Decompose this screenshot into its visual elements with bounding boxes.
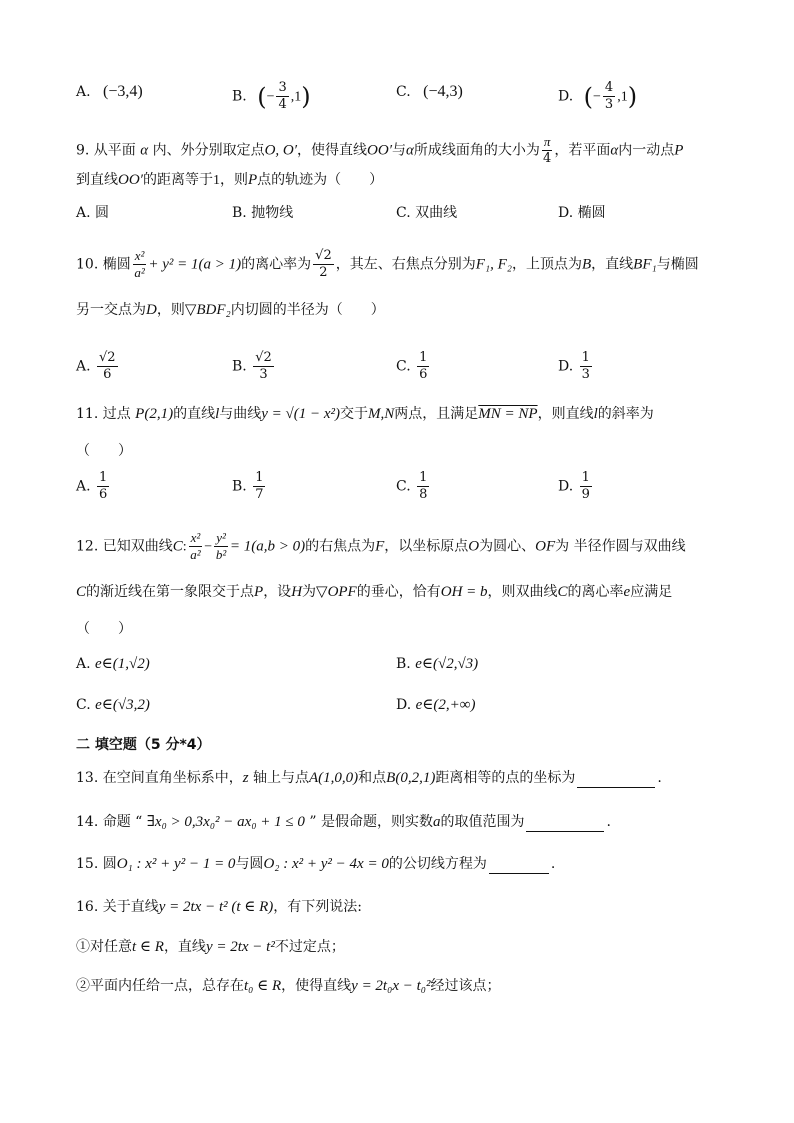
q12-stem-line2 (76, 582, 672, 602)
denominator: 8 (419, 487, 428, 502)
text: 另一交点为 (76, 302, 146, 318)
math-points: O, O′ (264, 142, 298, 159)
minus-sign: − (593, 89, 601, 105)
numerator: x² (134, 248, 145, 263)
math-equation: y = 2tx − t² (t ∈ R) (158, 899, 274, 915)
text: 10. 椭圆 (76, 256, 131, 273)
q9-option-d (558, 203, 606, 223)
q14-stem (76, 812, 611, 832)
option-label: A. (76, 656, 91, 672)
fraction (214, 530, 228, 563)
numerator: 1 (99, 470, 108, 485)
text: 交于 (340, 406, 369, 422)
q10-option-a (76, 350, 120, 383)
math-point: H (291, 584, 303, 600)
denominator: b² (215, 547, 227, 562)
numerator: 1 (255, 470, 264, 485)
fraction (603, 80, 615, 113)
q10-option-b (232, 350, 276, 383)
text: 的斜率为 (597, 406, 654, 422)
math-variable: a (432, 814, 441, 830)
text: ，则 (219, 172, 248, 188)
option-value: e∈(√2,√3) (415, 656, 479, 672)
q15-stem (76, 854, 555, 874)
math-curve-name: C (557, 584, 568, 600)
q10-option-d (558, 350, 594, 383)
math-curve-name: C (76, 584, 87, 600)
text: ①对任意 (76, 939, 132, 955)
text: 与曲线 (219, 406, 262, 422)
math-point: P(2,1) (135, 406, 174, 422)
fraction (580, 350, 592, 383)
math-variable: e (623, 584, 631, 600)
minus-sign: − (266, 89, 275, 105)
option-label: C. (76, 697, 91, 713)
q10-option-c (396, 350, 431, 383)
math-point: F (375, 538, 385, 555)
math-vector-equation: MN = NP (478, 406, 538, 422)
option-label: B. (232, 205, 247, 221)
numerator: √2 (99, 350, 116, 365)
text: 轴上与点 (248, 770, 310, 786)
text: 点的轨迹为（ ） (257, 172, 384, 188)
math-variable: z (242, 770, 249, 786)
numerator: 1 (419, 470, 428, 485)
text: ，直线 (163, 939, 206, 955)
fraction (133, 248, 147, 281)
q12-option-a (76, 654, 150, 674)
text: ，设 (263, 584, 292, 600)
option-label: B. (396, 656, 411, 672)
q16-statement-2 (76, 976, 500, 996)
option-label: D. (396, 697, 412, 713)
denominator: 3 (581, 367, 590, 382)
text: 为 半径作圆与双曲线 (555, 538, 686, 555)
math-point: P (674, 142, 684, 159)
numerator: π (543, 134, 551, 149)
text: 与 (392, 142, 406, 159)
denominator: 6 (99, 487, 108, 502)
text: 13. 在空间直角坐标系中， (76, 770, 243, 786)
q12-option-c (76, 695, 150, 715)
option-label: A. (76, 205, 91, 221)
text: 的渐近线在第一象限交于点 (86, 584, 255, 600)
option-label: D. (558, 358, 574, 375)
text: 所成线面角的大小为 (413, 142, 540, 159)
fraction (313, 248, 334, 281)
text: 的距离等于 (142, 172, 213, 188)
q10-stem-line2 (76, 300, 385, 320)
math-line: BF₁ (633, 256, 657, 273)
math-triangle: ▽OPF (316, 584, 357, 600)
text: . (550, 856, 556, 872)
alpha-symbol: α (610, 142, 619, 159)
q8-option-c (396, 82, 463, 102)
text: 和点 (358, 770, 387, 786)
option-rest: ,1 (290, 89, 302, 105)
text: 14. 命题 “ (76, 814, 147, 830)
q11-option-b (232, 470, 267, 503)
right-paren: ) (301, 82, 311, 111)
text: 的离心率 (567, 584, 624, 600)
q11-option-c (396, 470, 431, 503)
option-value: 抛物线 (251, 205, 294, 221)
math-equation: O₁ : x² + y² − 1 = 0 (116, 856, 236, 872)
q9-option-a (76, 203, 109, 223)
text: 两点，且满足 (394, 406, 479, 422)
text: 的离心率为 (241, 256, 312, 273)
math-point: P (247, 172, 258, 188)
math-curve: y = √(1 − x²) (261, 406, 341, 422)
option-value: 椭圆 (577, 205, 606, 221)
math-line: l (593, 406, 598, 422)
numerator: 4 (604, 80, 614, 95)
option-label: D. (558, 205, 574, 221)
text: ，若平面 (554, 142, 611, 159)
option-label: C. (396, 478, 411, 495)
option-value: 圆 (95, 205, 110, 221)
text: ，上顶点为 (511, 256, 582, 273)
numerator: 1 (419, 350, 428, 365)
text: 与椭圆 (656, 256, 699, 273)
option-label: B. (232, 358, 247, 375)
math-equation: = 1(a,b > 0) (229, 538, 306, 555)
q16-statement-1 (76, 937, 345, 957)
numerator: y² (216, 530, 226, 545)
fraction (253, 470, 265, 503)
text: 9. 从平面 (76, 142, 141, 159)
math-condition: t₀ ∈ R (244, 978, 282, 994)
q11-stem-line2: （ ） (76, 443, 132, 459)
alpha-symbol: α (140, 142, 149, 159)
q12-option-b (396, 654, 478, 674)
denominator: 4 (542, 151, 552, 166)
text: ，以坐标原点 (384, 538, 469, 555)
text: 的直线 (173, 406, 216, 422)
q11-option-d (558, 470, 594, 503)
option-label: A. (76, 358, 91, 375)
numerator: x² (190, 530, 201, 545)
math-point: D (146, 302, 157, 318)
math-line: OO′ (118, 172, 143, 188)
math-foci: F₁, F₂ (475, 256, 512, 273)
numerator: 3 (278, 80, 287, 95)
text: 的取值范围为 (440, 814, 525, 830)
math-condition: t ∈ R (132, 939, 164, 955)
text: ，直线 (591, 256, 634, 273)
numerator: 1 (581, 470, 590, 485)
section-heading: 二 填空题（5 分*4） (76, 737, 211, 753)
fraction (417, 470, 429, 503)
option-value: (−3,4) (103, 83, 143, 100)
q9-stem-line2 (76, 170, 383, 191)
text: ，使得直线 (297, 142, 368, 159)
left-paren: ( (583, 82, 594, 111)
text: 经过该点； (430, 978, 501, 994)
text: 距离相等的点的坐标为 (435, 770, 576, 786)
q8-option-d (558, 80, 637, 113)
option-label: C. (396, 84, 411, 100)
text: . (657, 770, 662, 786)
text: 到直线 (76, 172, 118, 188)
text: ，有下列说法: (273, 899, 363, 915)
denominator: 9 (581, 487, 590, 502)
text: ，其左、右焦点分别为 (335, 256, 476, 273)
option-label: B. (232, 478, 247, 495)
text: ，则直线 (537, 406, 594, 422)
text: 的公切线方程为 (388, 856, 487, 872)
math-equation: y = 2tx − t² (205, 939, 275, 955)
denominator: 6 (419, 367, 428, 382)
math-point: P (254, 584, 264, 600)
denominator: 2 (319, 265, 328, 280)
q11-option-a (76, 470, 111, 503)
fraction (580, 470, 592, 503)
text: 为圆心、 (479, 538, 536, 555)
fraction (97, 350, 118, 383)
option-label: B. (232, 88, 247, 105)
denominator: 7 (255, 487, 264, 502)
option-label: D. (558, 88, 574, 105)
q9-option-c (396, 203, 457, 223)
option-rest: ,1 (617, 89, 628, 105)
denominator: 3 (259, 367, 268, 382)
option-label: C. (396, 358, 411, 375)
math-point: A(1,0,0) (309, 770, 359, 786)
text: ，则双曲线 (487, 584, 558, 600)
math-equation: + y² = 1(a > 1) (148, 256, 242, 273)
math-points: M,N (368, 406, 395, 422)
fraction (97, 470, 109, 503)
numerator: √2 (255, 350, 272, 365)
option-value: (−4,3) (423, 83, 463, 100)
answer-blank[interactable] (526, 817, 604, 832)
q13-stem (76, 768, 662, 788)
q12-stem-line1: 12. 已知双曲线C: $\frac{\text{x²}}{\text{a²}}$ − $\frac{\text{y²}}{\text{b²}}$ = 1(a,b > 0)的右焦点为F，以坐标原点O为圆心、OF为 半径作圆与双曲线 (76, 530, 686, 562)
q16-stem (76, 897, 362, 917)
option-value: 双曲线 (415, 205, 458, 221)
option-label: C. (396, 205, 411, 221)
q12-stem-line3: （ ） (76, 621, 132, 637)
denominator: a² (190, 547, 201, 562)
text: 12. 已知双曲线 (76, 538, 173, 555)
q10-stem-line1 (76, 248, 699, 281)
alpha-symbol: α (406, 142, 414, 159)
math-segment: OF (535, 538, 556, 555)
text: ，则 (156, 302, 185, 318)
q8-option-a (76, 82, 143, 102)
q12-option-d (396, 695, 475, 715)
option-label: D. (558, 478, 574, 495)
math-equation: y = 2t₀x − t₀² (351, 978, 431, 994)
text: ，使得直线 (281, 978, 352, 994)
math-number: 1 (212, 173, 220, 188)
math-point: B(0,2,1) (386, 770, 436, 786)
math-curve-name: C (172, 538, 183, 555)
fraction (276, 80, 288, 113)
text: 11. 过点 (76, 406, 136, 422)
option-value: e∈(2,+∞) (415, 697, 476, 713)
q9-stem-line1 (76, 134, 683, 167)
math-point: O (468, 538, 480, 555)
minus-sign: − (204, 539, 213, 555)
numerator: 1 (581, 350, 590, 365)
denominator: 6 (103, 367, 112, 382)
answer-blank[interactable] (489, 859, 549, 874)
q11-stem-line1 (76, 404, 654, 424)
math-triangle: ▽BDF₂ (184, 302, 231, 318)
text: 15. 圆 (76, 856, 117, 872)
text: . (606, 814, 611, 830)
answer-blank[interactable] (577, 773, 655, 788)
q8-option-b (232, 80, 311, 113)
q9-option-b (232, 203, 293, 223)
text: ②平面内任给一点，总存在 (76, 978, 244, 994)
fraction (189, 530, 203, 563)
text: 的右焦点为 (305, 538, 376, 555)
text: 为 (302, 584, 317, 600)
text: 16. 关于直线 (76, 899, 159, 915)
math-line: OO′ (367, 142, 392, 159)
right-paren: ) (627, 82, 638, 111)
math-line: l (215, 406, 220, 422)
denominator: 4 (278, 97, 287, 112)
text: 应满足 (630, 584, 673, 600)
text: 内、外分别取定点 (148, 142, 265, 159)
fraction (417, 350, 429, 383)
option-value: e∈(√3,2) (95, 697, 150, 713)
text: ” 是假命题，则实数 (304, 814, 433, 830)
denominator: 3 (604, 97, 614, 112)
text: 与圆 (235, 856, 264, 872)
option-value: e∈(1,√2) (95, 656, 150, 672)
text: 内一动点 (618, 142, 675, 159)
text: 内切圆的半径为（ ） (230, 302, 385, 318)
math-equation: O₂ : x² + y² − 4x = 0 (263, 856, 389, 872)
text: 的垂心，恰有 (356, 584, 441, 600)
option-label: A. (76, 478, 91, 495)
math-equation: OH = b (440, 584, 488, 600)
math-point: B (581, 256, 592, 273)
fraction (253, 350, 274, 383)
left-paren: ( (257, 82, 267, 111)
text: 不过定点； (274, 939, 345, 955)
denominator: a² (134, 265, 145, 280)
fraction (542, 134, 553, 167)
math-proposition: ∃x₀ > 0,3x₀² − ax₀ + 1 ≤ 0 (146, 814, 305, 830)
numerator: √2 (315, 248, 332, 263)
option-label: A. (76, 84, 91, 100)
